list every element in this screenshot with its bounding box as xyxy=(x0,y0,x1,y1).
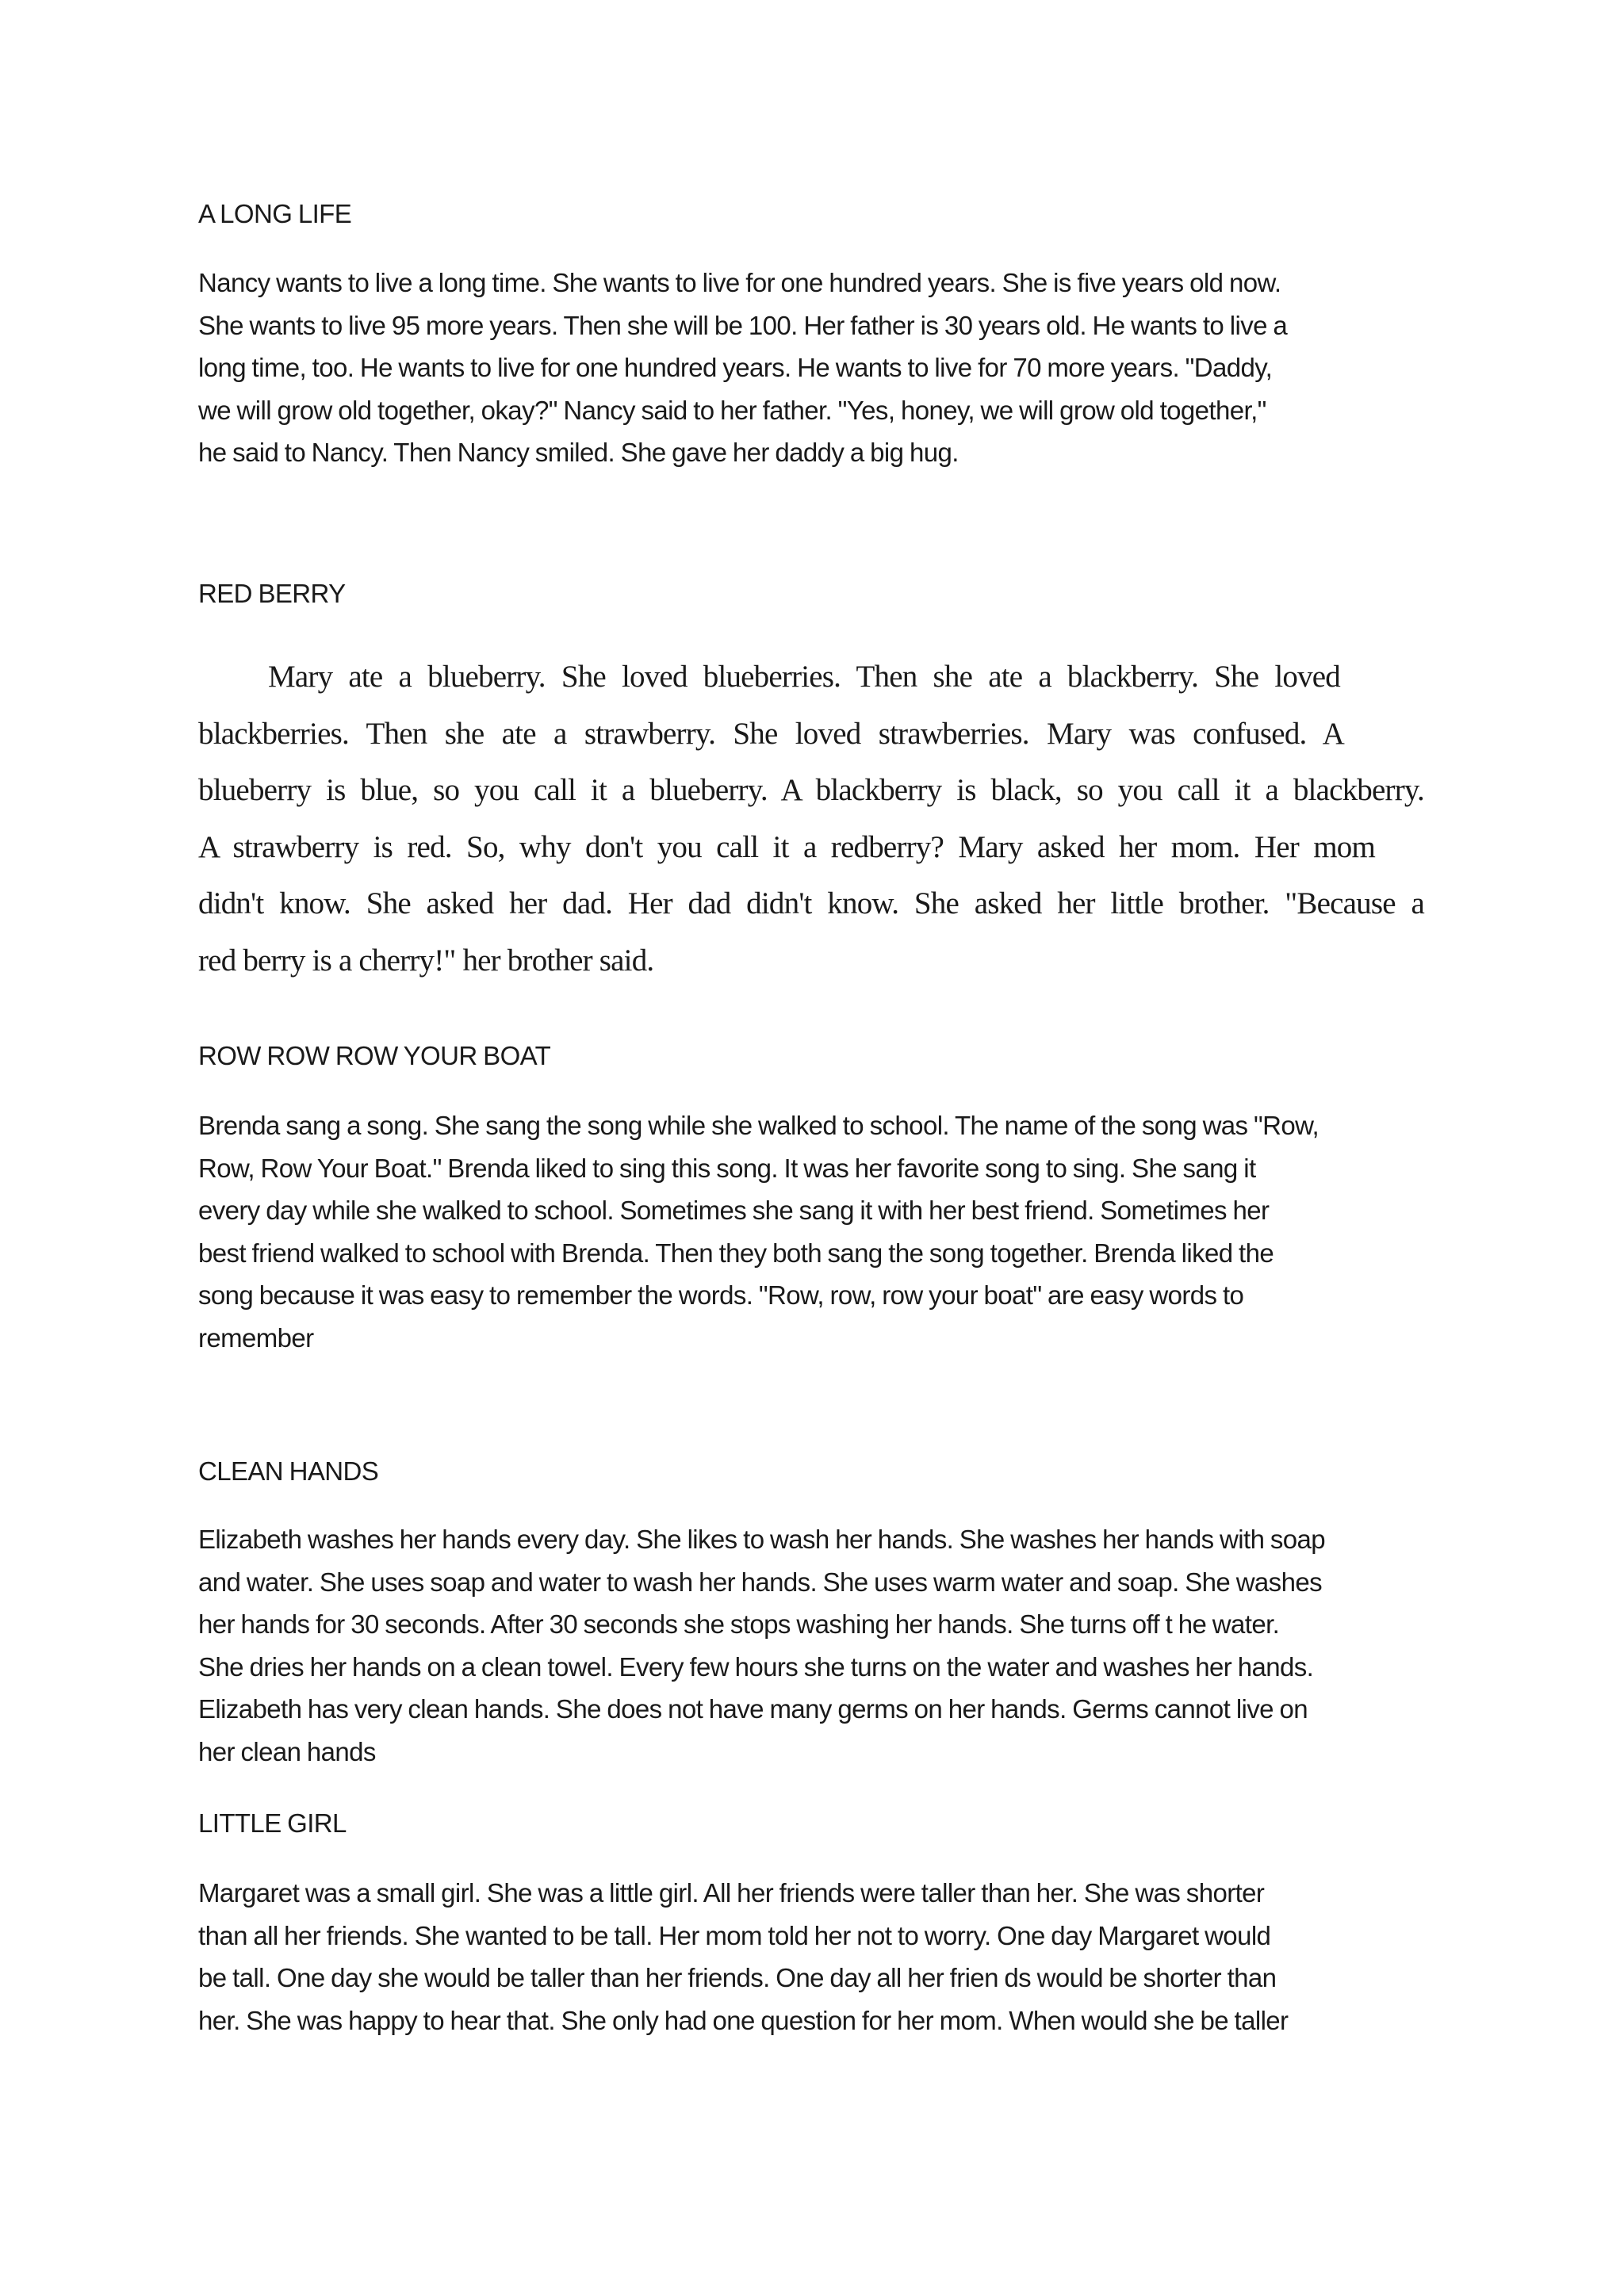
body-line: Nancy wants to live a long time. She wants to live for one hundred years. She is five years old now. xyxy=(198,268,1281,297)
section-title-clean-hands: CLEAN HANDS xyxy=(198,1456,379,1486)
section-body-a-long-life xyxy=(198,262,1287,474)
body-line: blueberry is blue, so you call it a blueberry. A blackberry is black, so you call it a blackberry. xyxy=(198,773,1424,807)
body-line: be tall. One day she would be taller than her friends. One day all her frien ds would be shorter than xyxy=(198,1963,1277,1992)
section-body-little-girl xyxy=(198,1872,1288,2042)
body-line: Elizabeth washes her hands every day. She likes to wash her hands. She washes her hands with soap xyxy=(198,1525,1326,1554)
body-line: She wants to live 95 more years. Then she will be 100. Her father is 30 years old. He wants to live a xyxy=(198,310,1288,340)
body-line: A strawberry is red. So, why don't you call it a redberry? Mary asked her mom. Her mom xyxy=(198,829,1375,864)
section-title-red-berry: RED BERRY xyxy=(198,579,346,608)
section-body-row-your-boat xyxy=(198,1104,1319,1359)
body-line: Margaret was a small girl. She was a little girl. All her friends were taller than her. She was shorter xyxy=(198,1878,1265,1908)
body-line: we will grow old together, okay?" Nancy said to her father. "Yes, honey, we will grow old together," xyxy=(198,395,1266,425)
body-line: and water. She uses soap and water to wash her hands. She uses warm water and soap. She washes xyxy=(198,1567,1322,1597)
body-line: he said to Nancy. Then Nancy smiled. She gave her daddy a big hug. xyxy=(198,438,959,467)
section-title-a-long-life: A LONG LIFE xyxy=(198,199,352,228)
body-line: song because it was easy to remember the words. "Row, row, row your boat" are easy words to xyxy=(198,1280,1244,1310)
body-line: remember xyxy=(198,1322,314,1353)
body-line: Elizabeth has very clean hands. She does not have many germs on her hands. Germs cannot live on xyxy=(198,1694,1308,1724)
body-line: her clean hands xyxy=(198,1736,376,1766)
body-line: long time, too. He wants to live for one hundred years. He wants to live for 70 more years. "Daddy, xyxy=(198,353,1273,382)
section-body-clean-hands xyxy=(198,1518,1325,1773)
body-line: best friend walked to school with Brenda. Then they both sang the song together. Brenda liked the xyxy=(198,1238,1274,1268)
body-line: her hands for 30 seconds. After 30 seconds she stops washing her hands. She turns off t he water. xyxy=(198,1609,1280,1639)
body-line: her. She was happy to hear that. She only had one question for her mom. When would she be taller xyxy=(198,2005,1289,2035)
section-title-little-girl: LITTLE GIRL xyxy=(198,1808,347,1838)
body-line: blackberries. Then she ate a strawberry. She loved strawberries. Mary was confused. A xyxy=(198,716,1344,751)
body-line: Row, Row Your Boat." Brenda liked to sing this song. It was her favorite song to sing. She sang it xyxy=(198,1153,1256,1183)
body-line: red berry is a cherry!" her brother said. xyxy=(198,943,654,978)
section-title-row-your-boat: ROW ROW ROW YOUR BOAT xyxy=(198,1041,551,1070)
body-line: She dries her hands on a clean towel. Every few hours she turns on the water and washes her hands. xyxy=(198,1651,1314,1682)
body-line: than all her friends. She wanted to be tall. Her mom told her not to worry. One day Margaret would xyxy=(198,1920,1271,1950)
section-body-red-berry xyxy=(198,649,1424,989)
body-line: Brenda sang a song. She sang the song while she walked to school. The name of the song was "Row, xyxy=(198,1111,1320,1140)
body-line: every day while she walked to school. Sometimes she sang it with her best friend. Sometimes her xyxy=(198,1196,1270,1225)
body-line: Mary ate a blueberry. She loved blueberries. Then she ate a blackberry. She loved xyxy=(268,660,1340,694)
body-line: didn't know. She asked her dad. Her dad didn't know. She asked her little brother. "Because a xyxy=(198,886,1424,920)
